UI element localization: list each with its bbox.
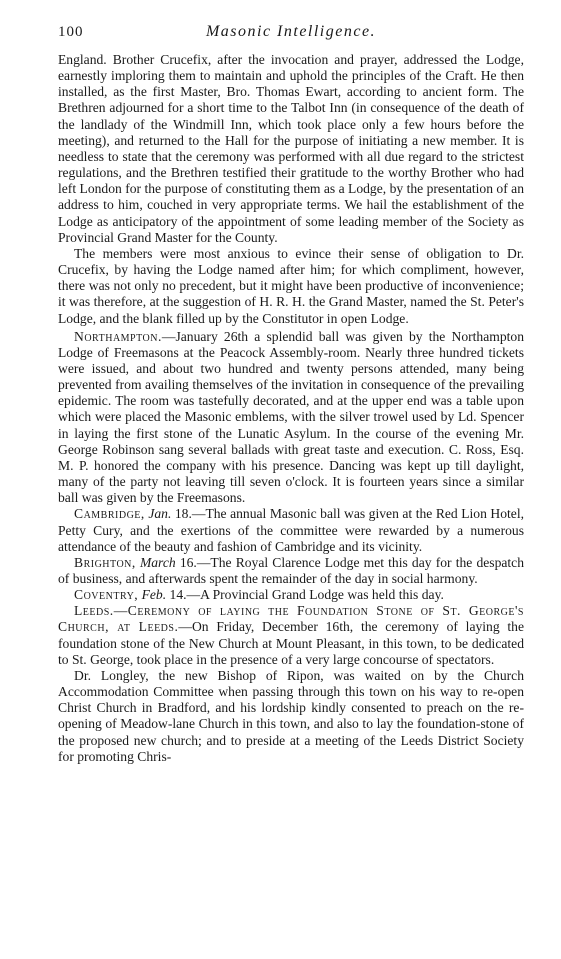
date-month: Feb. [141,587,167,603]
running-title: Masonic Intelligence. [205,23,377,40]
paragraph-text: —January 26th a splendid ball was given by the Northampton Lodge of Freemasons at the Peacock Assembly-room. Nearly three hundred tickets were issued, and about two hundred and twenty persons attended, many being prevented from availing themselves of the invitation in consequence of the prevailing epidemic. The room was tastefully decorated, and at the upper end was a table upon which were placed the Masonic emblems, with the silver trowel used by Ld. Spencer in laying the first stone of the Lunatic Asylum. In the course of the evening Mr. George Robinson sang several ballads with great taste and execution. C. Ross, Esq. M. P. honored the company with his presence. Dancing was kept up till daylight, many of the party not leaving till seven o'clock. It is fourteen years since a similar ball was given by the Freemasons. [58,328,524,506]
paragraph-text: 18.—The annual Masonic ball was given at the Red Lion Hotel, Petty Cury, and the exertions of the committee were rewarded by a numerous attendance of the beauty and fashion of Cambridge and its vicinity. [58,506,524,554]
paragraph-coventry [58,587,524,603]
paragraph-brighton [58,555,524,587]
paragraph-text: England. Brother Crucefix, after the invocation and prayer, addressed the Lodge, earnestly imploring them to maintain and uphold the principles of the Craft. He then installed, as the first Master, Bro. Thomas Ewart, according to ancient form. The Brethren adjourned for a short time to the Talbot Inn (in consequence of the death of the landlady of the Windmill Inn, which took place only a few hours before the meeting), and returned to the Hall for the purpose of initiating a new member. It is needless to state that the ceremony was performed with all due regard to the strictest regulations, and the Brethren testified their gratitude to the worthy Brother who had left London for the purpose of constituting them as a Lodge, by the presentation of an address to him, couched in very appropriate terms. We hail the establishment of the Lodge as anticipatory of the appointment of some leading member of the Society as Provincial Grand Master for the County. [58,52,524,245]
paragraph-text: The members were most anxious to evince their sense of obligation to Dr. Crucefix, by having the Lodge named after him; for which compliment, however, there was not only no precedent, but it might have been productive of inconvenience; it was therefore, at the suggestion of H. R. H. the Grand Master, named the St. Peter's Lodge, and the blank filled up by the Constitutor in open Lodge. [58,245,524,326]
date-month: Jan. [148,506,172,522]
place-heading: Coventry, [74,587,139,603]
paragraph-text: 14.—A Provincial Grand Lodge was held this day. [166,587,444,603]
paragraph-leeds [58,603,524,668]
paragraph-crucefix-obligation [58,246,524,327]
paragraph-northampton [58,329,524,507]
paragraph-text: —On Friday, December 16th, the ceremony of laying the foundation stone of the New Church at Mount Pleasant, in this town, to be dedicated to St. George, took place in the presence of a very large concourse of spectators. [58,619,524,667]
page-number: 100 [58,24,84,40]
document-page [58,24,524,765]
paragraph-text: 16.—The Royal Clarence Lodge met this day for the despatch of business, and afterwards spent the remainder of the day in social harmony. [58,554,525,586]
page-header [58,24,524,46]
place-heading: Leeds.—Ceremony of laying the Foundation Stone of St. George's Church, at Leeds. [58,603,524,635]
date-month: March [139,554,176,570]
paragraph-dedication-continued [58,52,524,246]
place-heading: Cambridge, [74,506,145,522]
place-heading: Northampton. [74,328,162,344]
paragraph-cambridge [58,506,524,554]
paragraph-text: Dr. Longley, the new Bishop of Ripon, was waited on by the Church Accommodation Committee when passing through this town on his way to re-open Christ Church in Bradford, and his lordship kindly consented to preach on the re-opening of Meadow-lane Church in this town, and also to lay the foundation-stone of the proposed new church; and to preside at a meeting of the Leeds District Society for promoting Chris- [58,667,524,764]
paragraph-bishop-ripon [58,668,524,765]
place-heading: Brighton, [74,554,136,570]
